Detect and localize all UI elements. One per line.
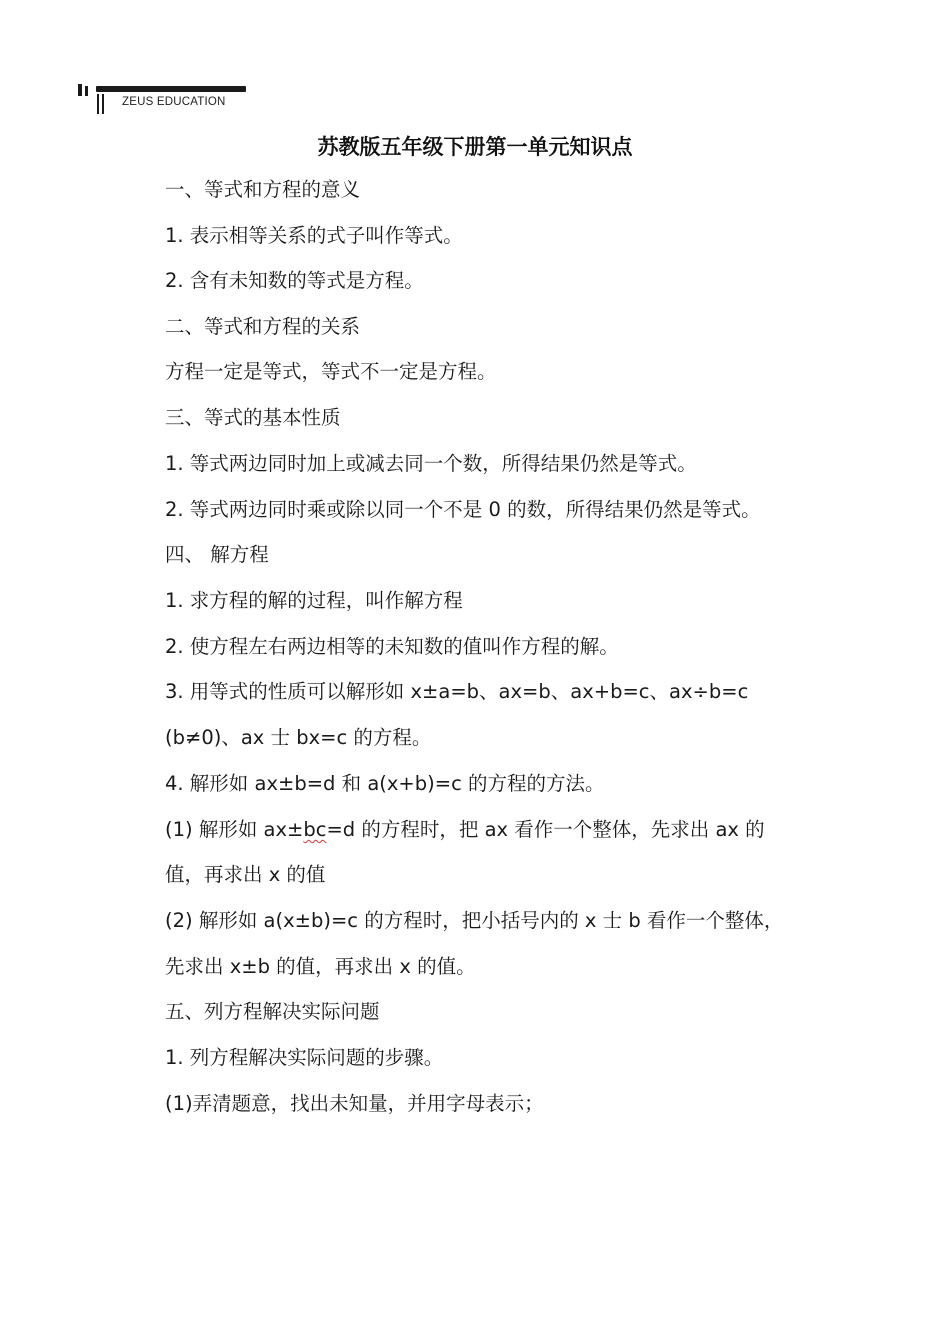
text-segment: (1) 解形如 ax± [165,818,304,841]
logo-subtitle: ZEUS EDUCATION [122,96,226,108]
text-line: (1)弄清题意，找出未知量，并用字母表示； [165,1092,544,1115]
section-heading-1: 一、等式和方程的意义 [165,178,361,201]
section-heading-3: 三、等式的基本性质 [165,406,341,429]
text-line-with-spellcheck [165,817,765,843]
text-line: 2. 等式两边同时乘或除以同一个不是 0 的数，所得结果仍然是等式。 [165,498,761,521]
text-line: 1. 求方程的解的过程，叫作解方程 [165,589,463,612]
section-heading-5: 五、列方程解决实际问题 [165,1000,380,1023]
text-line: 2. 使方程左右两边相等的未知数的值叫作方程的解。 [165,635,619,658]
text-line: 2. 含有未知数的等式是方程。 [165,269,424,292]
section-heading-4: 四、 解方程 [165,543,269,566]
logo-wordmark-cropped [96,86,246,92]
text-line: 1. 等式两边同时加上或减去同一个数，所得结果仍然是等式。 [165,452,697,475]
text-line: 4. 解形如 ax±b=d 和 a(x+b)=c 的方程的方法。 [165,772,605,795]
text-line: 先求出 x±b 的值，再求出 x 的值。 [165,955,476,978]
logo-mark-stem-2 [102,94,104,114]
section-heading-2: 二、等式和方程的关系 [165,315,361,338]
text-line: 3. 用等式的性质可以解形如 x±a=b、ax=b、ax+b=c、ax÷b=c [165,680,749,703]
text-line: (2) 解形如 a(x±b)=c 的方程时，把小括号内的 x 士 b 看作一个整体， [165,909,784,932]
text-line: (b≠0)、ax 士 bx=c 的方程。 [165,726,432,749]
text-line: 方程一定是等式，等式不一定是方程。 [165,360,497,383]
logo-mark-mid [85,86,88,96]
text-line: 1. 表示相等关系的式子叫作等式。 [165,224,463,247]
logo-mark-stem-1 [97,94,99,114]
page-title: 苏教版五年级下册第一单元知识点 [317,135,633,159]
logo-mark-left [78,84,82,96]
text-segment: =d 的方程时，把 ax 看作一个整体，先求出 ax 的 [326,818,765,841]
spellcheck-flagged-text: bc [303,818,327,841]
zeus-education-logo [78,80,248,116]
text-line: 1. 列方程解决实际问题的步骤。 [165,1046,444,1069]
text-line: 值，再求出 x 的值 [165,863,326,886]
